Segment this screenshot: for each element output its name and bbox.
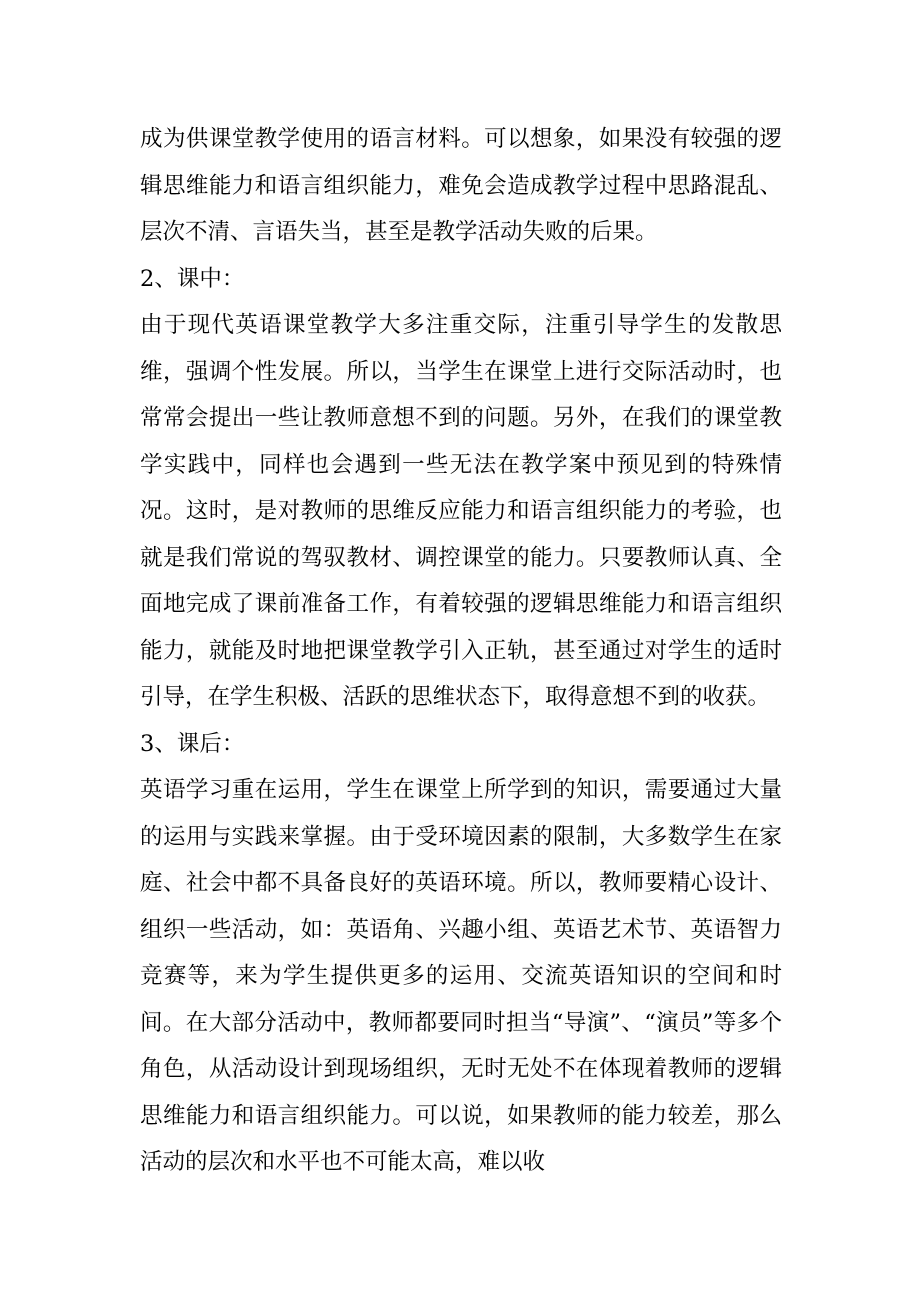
paragraph-after-class: 英语学习重在运用，学生在课堂上所学到的知识，需要通过大量的运用与实践来掌握。由于受环境因素的限制，大多数学生在家庭、社会中都不具备良好的英语环境。所以，教师要精心设计、组织一些活动，如：英语角、兴趣小组、英语艺术节、英语智力竞赛等，来为学生提供更多的运用、交流英语知识的空间和时间。在大部分活动中，教师都要同时担当“导演”、“演员”等多个角色，从活动设计到现场组织，无时无处不在体现着教师的逻辑思维能力和语言组织能力。可以说，如果教师的能力较差，那么活动的层次和水平也不可能太高，难以收 — [140, 777, 782, 1175]
section-heading-in-class: 2、课中： — [140, 265, 245, 292]
paragraph-continuation: 成为供课堂教学使用的语言材料。可以想象，如果没有较强的逻辑思维能力和语言组织能力，难免会造成教学过程中思路混乱、层次不清、言语失当，甚至是教学活动失败的后果。 — [140, 126, 782, 245]
document-body — [140, 116, 782, 1186]
section-heading-after-class: 3、课后： — [140, 730, 245, 757]
paragraph-in-class: 由于现代英语课堂教学大多注重交际，注重引导学生的发散思维，强调个性发展。所以，当学生在课堂上进行交际活动时，也常常会提出一些让教师意想不到的问题。另外，在我们的课堂教学实践中，同样也会遇到一些无法在教学案中预见到的特殊情况。这时，是对教师的思维反应能力和语言组织能力的考验，也就是我们常说的驾驭教材、调控课堂的能力。只要教师认真、全面地完成了课前准备工作，有着较强的逻辑思维能力和语言组织能力，就能及时地把课堂教学引入正轨，甚至通过对学生的适时引导，在学生积极、活跃的思维状态下，取得意想不到的收获。 — [140, 312, 782, 710]
